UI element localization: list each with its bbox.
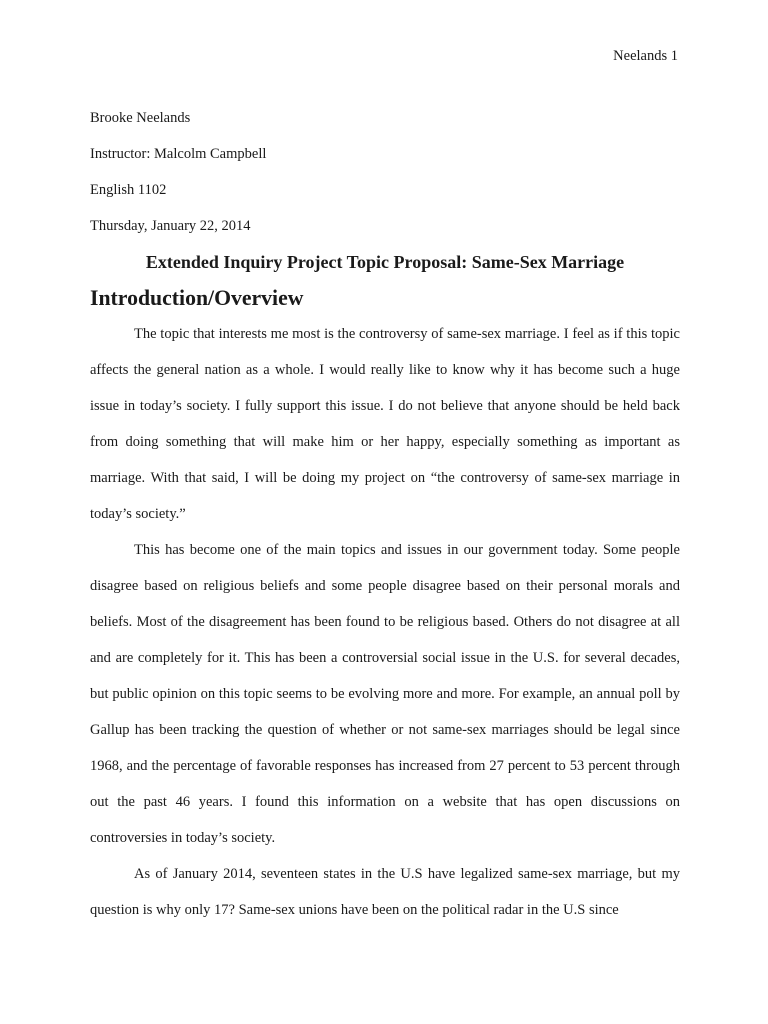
document-title: Extended Inquiry Project Topic Proposal: Same-Sex Marriage <box>145 252 625 272</box>
body-text <box>90 100 680 928</box>
paragraph-1: The topic that interests me most is the controversy of same-sex marriage. I feel as if this topic affects the general nation as a whole. I would really like to know why it has become such a huge issue in today’s society. I fully support this issue. I do not believe that anyone should be held back from doing something that will make him or her happy, especially something as important as marriage. With that said, I will be doing my project on “the controversy of same-sex marriage in today’s society.” <box>90 326 680 522</box>
paragraph-3: As of January 2014, seventeen states in the U.S have legalized same-sex marriage, but my question is why only 17? Same-sex unions have been on the political radar in the U.S since <box>90 866 680 918</box>
paragraph-2: This has become one of the main topics and issues in our government today. Some people disagree based on religious beliefs and some people disagree based on their personal morals and beliefs. Most of the disagreement has been found to be religious based. Others do not disagree at all and are completely for it. This has been a controversial social issue in the U.S. for several decades, but public opinion on this topic seems to be evolving more and more. For example, an annual poll by Gallup has been tracking the question of whether or not same-sex marriages should be legal since 1968, and the percentage of favorable responses has increased from 27 percent to 53 percent through out the past 46 years. I found this information on a website that has open discussions on controversies in today’s society. <box>90 542 680 846</box>
author-name: Brooke Neelands <box>90 110 191 126</box>
date-line: Thursday, January 22, 2014 <box>90 218 251 234</box>
running-header: Neelands 1 <box>613 48 678 64</box>
course-line: English 1102 <box>90 182 167 198</box>
instructor-line: Instructor: Malcolm Campbell <box>90 146 267 162</box>
section-heading: Introduction/Overview <box>90 286 304 310</box>
